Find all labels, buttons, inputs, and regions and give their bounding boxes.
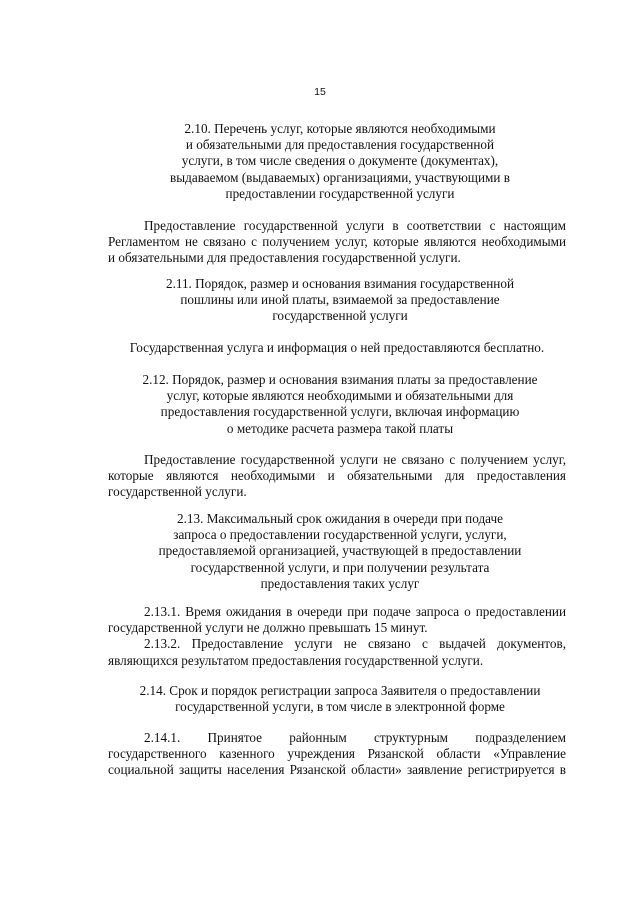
heading-line: предоставляемой организацией, участвующей в предоставлении [158, 543, 522, 559]
heading-line: услуг, которые являются необходимыми и обязательными для [166, 388, 514, 404]
heading-line: 2.14. Срок и порядок регистрации запроса Заявителя о предоставлении [139, 683, 541, 698]
section-2-11-heading [100, 276, 580, 325]
text-line: Государственная услуга и информация о ней предоставляются бесплатно. [129, 340, 545, 355]
heading-line: государственной услуги, в том числе в электронной форме [175, 699, 505, 715]
text-line: 2.14.1. Принятое районным структурным подразделением [144, 730, 566, 745]
heading-line: и обязательными для предоставления государственной [185, 137, 495, 153]
heading-line: государственной услуги, и при получении результата [190, 559, 490, 575]
section-2-11-text [108, 340, 566, 356]
heading-line: предоставления государственной услуги, включая информацию [160, 404, 520, 420]
text-line: 2.13.2. Предоставление услуги не связано с выдачей документов, [144, 636, 566, 652]
heading-line: о методике расчета размера такой платы [226, 420, 454, 436]
section-2-12-heading [100, 372, 580, 437]
page-number: 15 [314, 86, 326, 98]
heading-line: 2.11. Порядок, размер и основания взимания государственной [165, 276, 515, 291]
section-2-13-text [108, 604, 566, 669]
heading-line: 2.13. Максимальный срок ожидания в очереди при подаче [177, 511, 503, 526]
section-2-10-text [108, 218, 566, 267]
text-line: социальной защиты населения Рязанской области» заявление регистрируется в [108, 762, 566, 778]
section-2-14-text [108, 730, 566, 779]
text-line: являющихся результатом предоставления государственной услуги. [108, 652, 484, 668]
text-line: и обязательными для предоставления государственной услуги. [108, 250, 461, 266]
text-line: государственной услуги. [108, 484, 247, 500]
section-2-10-heading [100, 121, 580, 202]
text-line: государственной услуги не должно превышать 15 минут. [108, 620, 428, 636]
heading-line: пошлины или иной платы, взимаемой за предоставление [180, 292, 500, 308]
text-line: Предоставление государственной услуги в соответствии с настоящим [144, 218, 566, 233]
text-line: Предоставление государственной услуги не связано с получением услуг, [144, 452, 566, 467]
heading-line: услуги, в том числе сведения о документе (документах), [181, 153, 499, 169]
heading-line: предоставления таких услуг [260, 575, 420, 591]
text-line: 2.13.1. Время ожидания в очереди при подаче запроса о предоставлении [144, 604, 566, 619]
section-2-14-heading [100, 683, 580, 715]
section-2-12-text [108, 452, 566, 501]
section-2-13-heading [100, 511, 580, 592]
heading-line: запроса о предоставлении государственной услуги, услуги, [173, 527, 507, 543]
text-line: которые являются необходимыми и обязательными для предоставления [108, 468, 566, 484]
text-line: Регламентом не связано с получением услуг, которые являются необходимыми [108, 234, 566, 250]
heading-line: 2.10. Перечень услуг, которые являются необходимыми [184, 121, 496, 136]
heading-line: 2.12. Порядок, размер и основания взимания платы за предоставление [142, 372, 538, 387]
text-line: государственного казенного учреждения Рязанской области «Управление [108, 746, 566, 762]
heading-line: предоставлении государственной услуги [225, 185, 455, 201]
heading-line: выдаваемом (выдаваемых) организациями, участвующими в [170, 169, 510, 185]
heading-line: государственной услуги [272, 308, 408, 324]
